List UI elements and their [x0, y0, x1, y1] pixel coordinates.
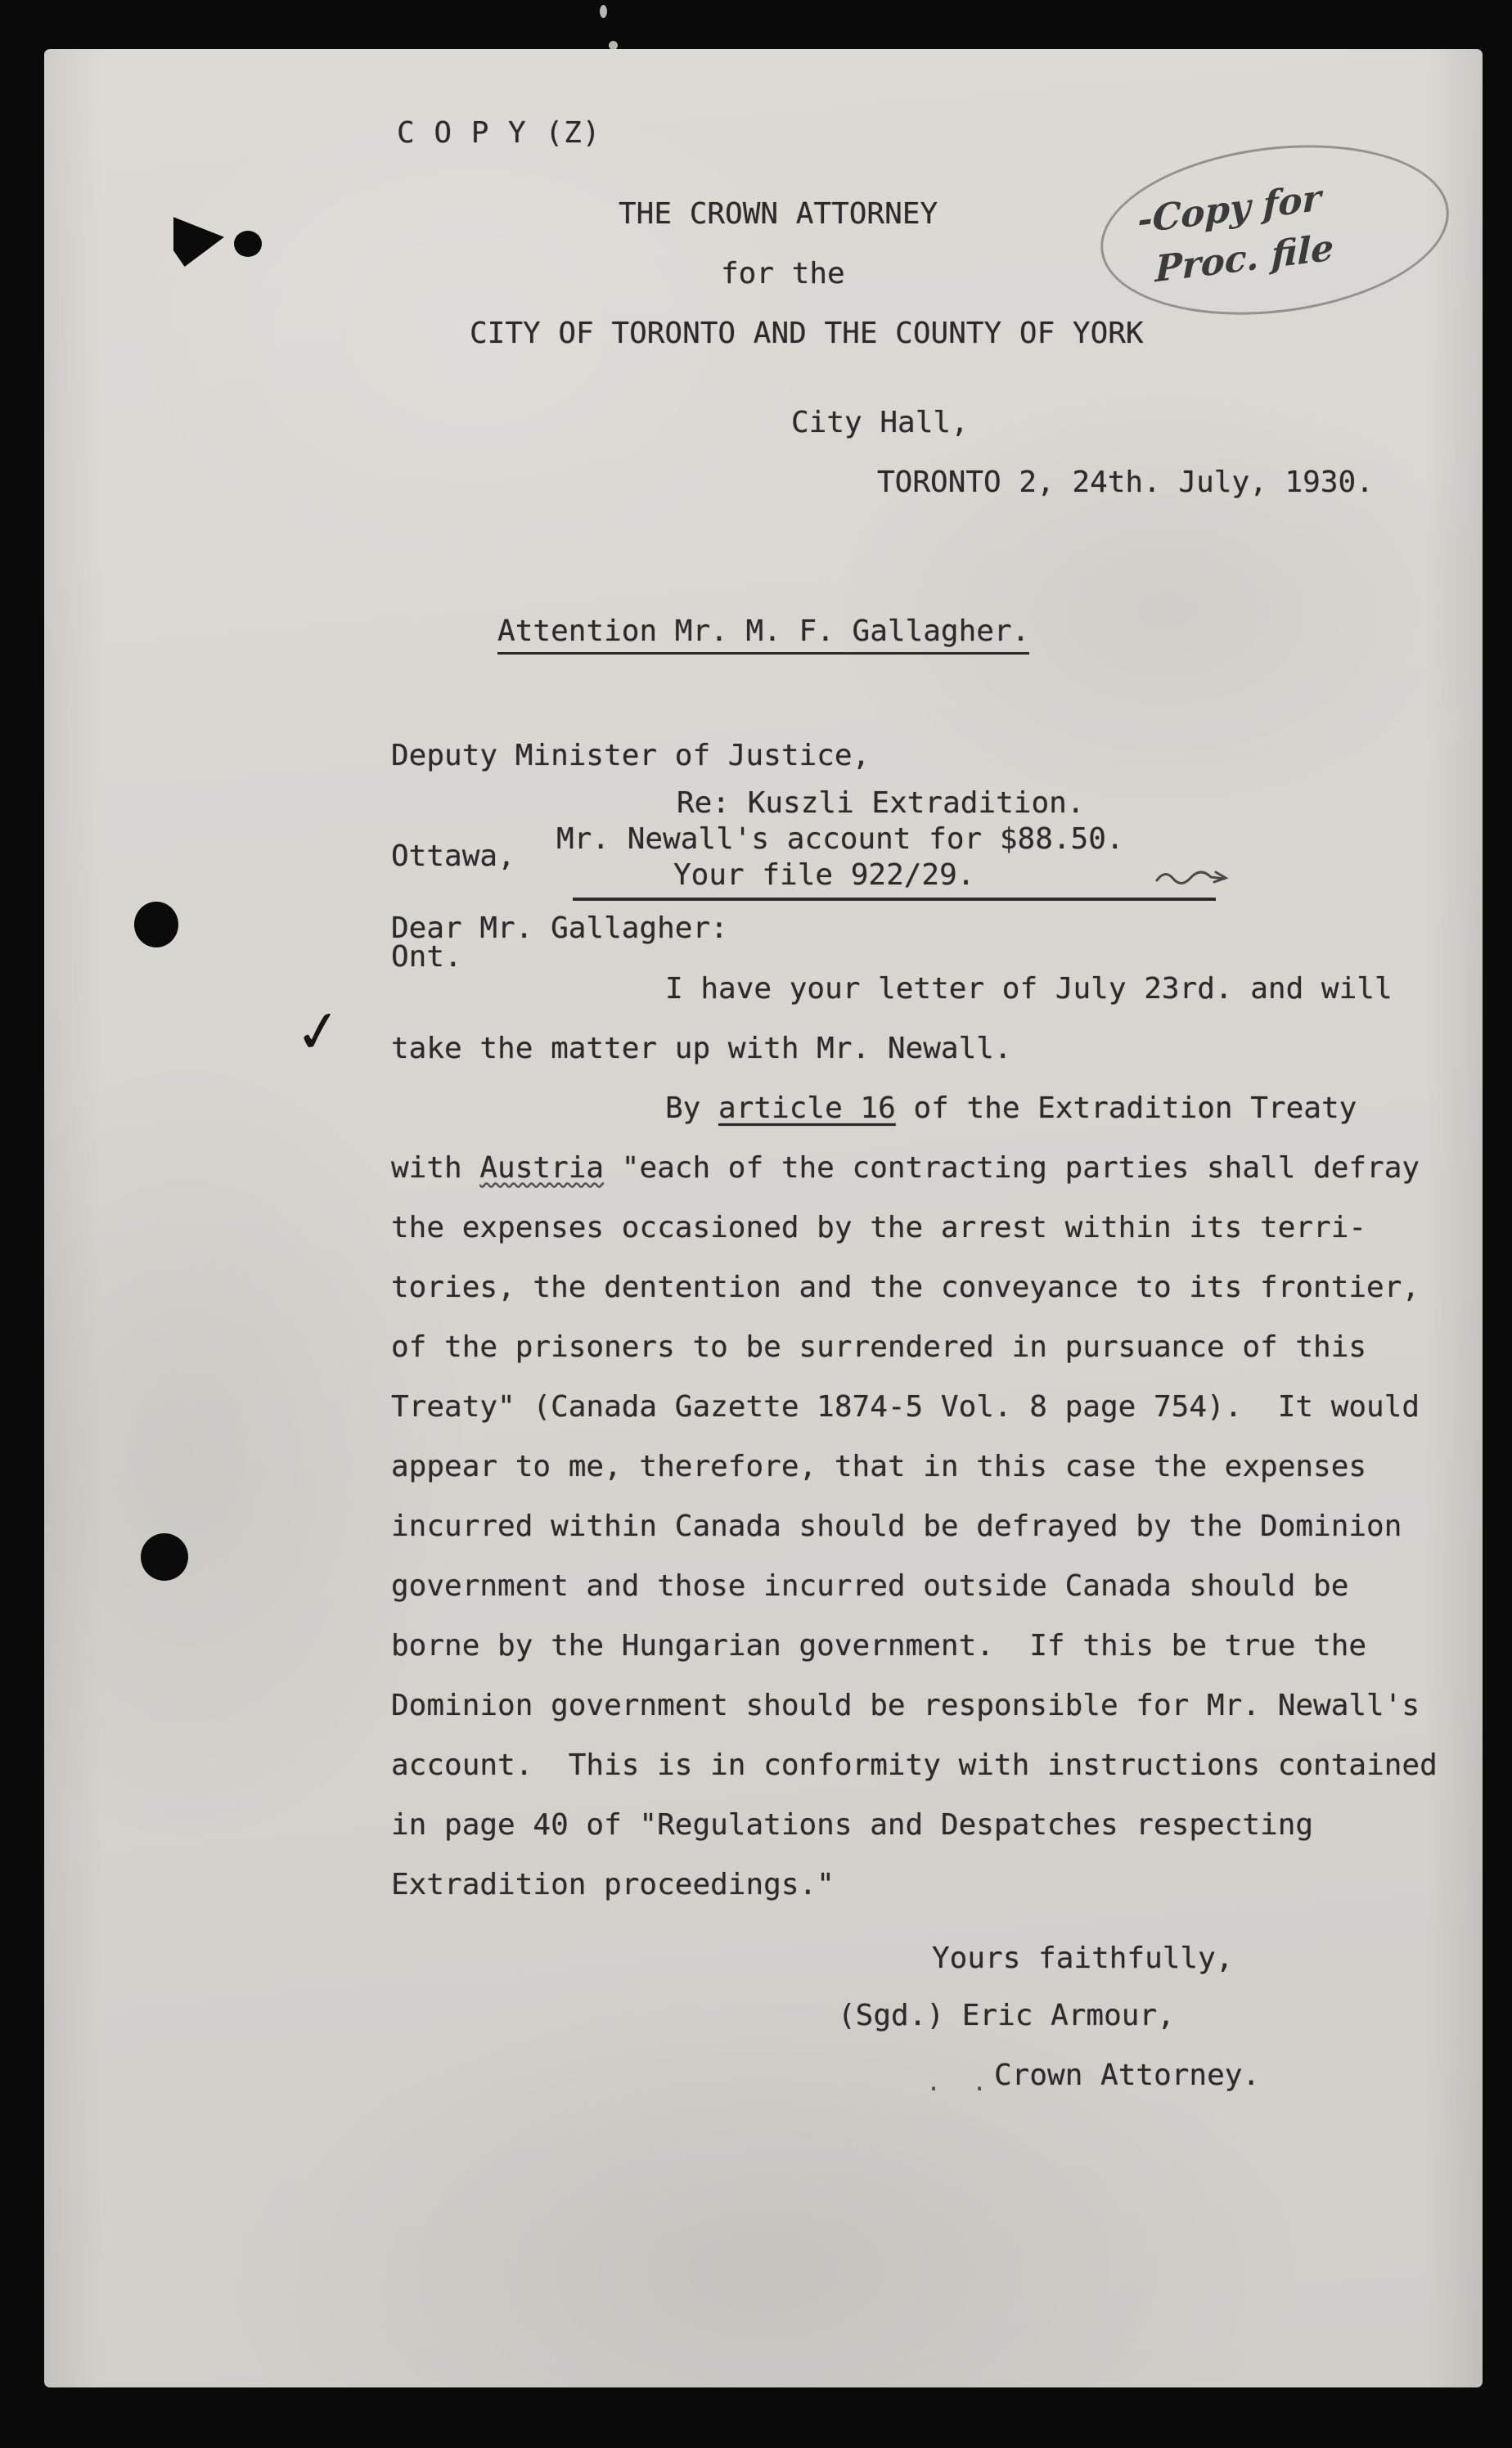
body-text-segment: of the prisoners to be surrendered in pursuance of this — [391, 1330, 1367, 1364]
body-line — [391, 1496, 1471, 1556]
body-text-segment: Extradition proceedings." — [391, 1868, 835, 1901]
body-line — [391, 1437, 1471, 1496]
scan-speck — [600, 5, 607, 18]
body-text-segment: tories, the dentention and the conveyance to its frontier, — [391, 1271, 1420, 1304]
letterhead-line-2: for the — [721, 257, 845, 290]
subject-line-3: Your file 922/29. — [673, 858, 975, 892]
body-lines — [391, 959, 1471, 1915]
body-text-segment: By — [665, 1091, 719, 1125]
letterhead-line-1: THE CROWN ATTORNEY — [619, 197, 938, 231]
handwritten-squiggle-mark — [1154, 864, 1235, 892]
recipient-line: Ont. — [391, 940, 462, 974]
subject-line-1: Re: Kuszli Extradition. — [677, 786, 1085, 820]
body-line — [391, 959, 1471, 1019]
body-text-segment: Dominion government should be responsible for Mr. Newall's — [391, 1689, 1420, 1722]
body-text-segment: borne by the Hungarian government. If this be true the — [391, 1629, 1367, 1663]
body-text-segment: with — [391, 1151, 480, 1185]
body-line — [391, 1616, 1471, 1676]
body-line — [391, 1198, 1471, 1258]
body-line — [391, 1138, 1471, 1198]
subject-line-2: Mr. Newall's account for $88.50. — [556, 822, 1124, 856]
body-text-segment: incurred within Canada should be defrayed by the Dominion — [391, 1510, 1402, 1543]
date-line: TORONTO 2, 24th. July, 1930. — [877, 466, 1374, 499]
body-line — [391, 1735, 1471, 1795]
body-line — [391, 1019, 1471, 1078]
ink-blot — [234, 231, 262, 257]
body-text-segment: "each of the contracting parties shall defray — [604, 1151, 1420, 1185]
subject-underline-rule — [573, 898, 1216, 901]
handwritten-note-line: Proc. file — [1154, 227, 1334, 291]
recipient-line: Deputy Minister of Justice, — [391, 739, 871, 772]
body-line — [391, 1258, 1471, 1317]
body-line — [391, 1556, 1471, 1616]
copy-label: C O P Y (Z) — [397, 116, 601, 150]
salutation: Dear Mr. Gallagher: — [391, 911, 728, 945]
attention-line — [391, 581, 1029, 682]
signer-title: Crown Attorney. — [994, 2059, 1261, 2092]
checkmark-icon: ✓ — [290, 995, 348, 1069]
body-text-segment: appear to me, therefore, that in this case the expenses — [391, 1450, 1367, 1483]
body-text-segment: Austria — [479, 1151, 605, 1185]
letterhead-line-3: CITY OF TORONTO AND THE COUNTY OF YORK — [470, 317, 1144, 350]
body-line — [391, 1377, 1471, 1437]
body-text-segment: article 16 — [718, 1091, 896, 1125]
body-text-segment: of the Extradition Treaty — [895, 1091, 1357, 1125]
body-text-segment: I have your letter of July 23rd. and will — [665, 972, 1393, 1006]
ink-blot — [173, 213, 224, 267]
closing-phrase: Yours faithfully, — [932, 1942, 1234, 1975]
signature-line: (Sgd.) Eric Armour, — [838, 1999, 1175, 2032]
body-text-segment: take the matter up with Mr. Newall. — [391, 1032, 1012, 1065]
body-line — [391, 1795, 1471, 1855]
place-line: City Hall, — [791, 406, 969, 439]
body-line — [391, 1676, 1471, 1735]
body-text-segment: the expenses occasioned by the arrest within its terri- — [391, 1211, 1367, 1244]
body-line — [391, 1855, 1471, 1915]
hole-punch-mark — [141, 1533, 188, 1581]
body-line — [391, 1317, 1471, 1377]
body-line — [391, 1078, 1471, 1138]
recipient-line: Ottawa, — [391, 839, 515, 873]
handwritten-note-line: -Copy for — [1137, 177, 1321, 242]
hole-punch-mark — [134, 902, 178, 947]
handwritten-note — [1091, 127, 1458, 334]
body-text-segment: account. This is in conformity with instructions contained — [391, 1748, 1438, 1782]
body-text-segment: government and those incurred outside Canada should be — [391, 1569, 1349, 1603]
body-text-segment: Treaty" (Canada Gazette 1874-5 Vol. 8 page 754). It would — [391, 1390, 1420, 1424]
scan-speck: . . — [926, 2068, 996, 2097]
letter-page — [44, 49, 1483, 2387]
attention-text: Attention Mr. M. F. Gallagher. — [497, 614, 1029, 655]
body-text-segment: in page 40 of "Regulations and Despatches respecting — [391, 1808, 1314, 1842]
